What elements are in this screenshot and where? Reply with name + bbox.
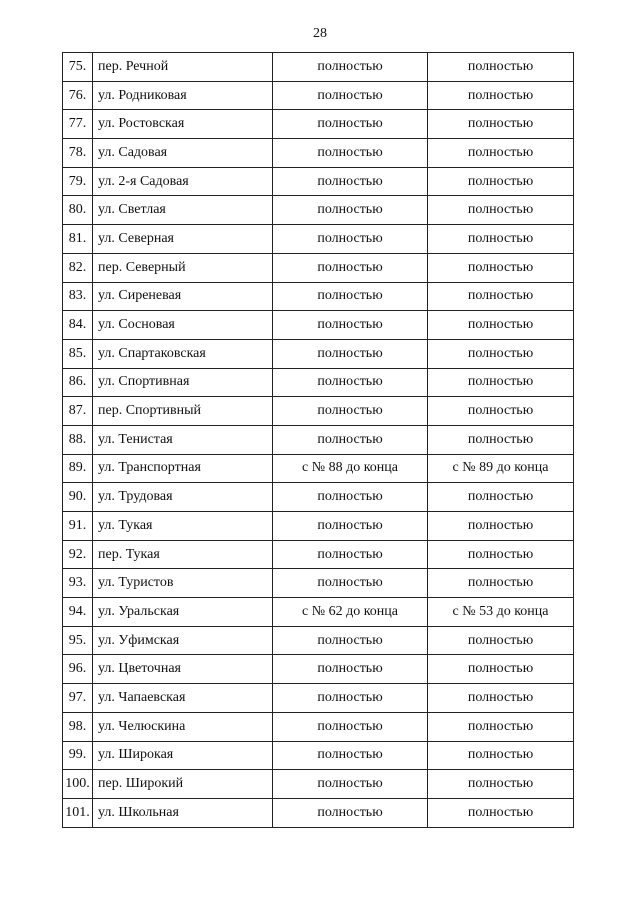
odd-side-cell: полностью (428, 339, 574, 368)
even-side-cell: полностью (273, 655, 428, 684)
row-number-cell: 90. (63, 483, 93, 512)
table-row (63, 483, 574, 512)
row-number-cell: 97. (63, 684, 93, 713)
row-number-cell: 86. (63, 368, 93, 397)
table-row (63, 684, 574, 713)
even-side-cell: полностью (273, 196, 428, 225)
odd-side-cell: полностью (428, 196, 574, 225)
street-name-cell: ул. Спартаковская (93, 339, 273, 368)
row-number-cell: 92. (63, 540, 93, 569)
row-number-cell: 98. (63, 712, 93, 741)
odd-side-cell: полностью (428, 569, 574, 598)
odd-side-cell: полностью (428, 253, 574, 282)
table-row (63, 282, 574, 311)
even-side-cell: полностью (273, 425, 428, 454)
table-row (63, 139, 574, 168)
table-row (63, 598, 574, 627)
even-side-cell: полностью (273, 483, 428, 512)
table-row (63, 311, 574, 340)
street-name-cell: ул. Ростовская (93, 110, 273, 139)
even-side-cell: с № 62 до конца (273, 598, 428, 627)
table-row (63, 655, 574, 684)
table-row (63, 712, 574, 741)
street-name-cell: ул. Северная (93, 225, 273, 254)
even-side-cell: полностью (273, 770, 428, 799)
street-name-cell: ул. Тенистая (93, 425, 273, 454)
table-row (63, 225, 574, 254)
odd-side-cell: полностью (428, 655, 574, 684)
odd-side-cell: с № 89 до конца (428, 454, 574, 483)
row-number-cell: 87. (63, 397, 93, 426)
street-name-cell: ул. Сосновая (93, 311, 273, 340)
row-number-cell: 75. (63, 53, 93, 82)
row-number-cell: 101. (63, 798, 93, 827)
even-side-cell: полностью (273, 397, 428, 426)
table-row (63, 368, 574, 397)
odd-side-cell: полностью (428, 225, 574, 254)
even-side-cell: полностью (273, 339, 428, 368)
street-name-cell: ул. Цветочная (93, 655, 273, 684)
row-number-cell: 83. (63, 282, 93, 311)
even-side-cell: полностью (273, 282, 428, 311)
street-name-cell: ул. Трудовая (93, 483, 273, 512)
odd-side-cell: с № 53 до конца (428, 598, 574, 627)
street-name-cell: ул. Спортивная (93, 368, 273, 397)
street-name-cell: ул. Широкая (93, 741, 273, 770)
even-side-cell: полностью (273, 311, 428, 340)
table-row (63, 741, 574, 770)
table-row (63, 110, 574, 139)
even-side-cell: полностью (273, 712, 428, 741)
even-side-cell: полностью (273, 253, 428, 282)
row-number-cell: 84. (63, 311, 93, 340)
table-row (63, 53, 574, 82)
street-name-cell: пер. Тукая (93, 540, 273, 569)
street-name-cell: ул. 2-я Садовая (93, 167, 273, 196)
even-side-cell: полностью (273, 540, 428, 569)
even-side-cell: полностью (273, 167, 428, 196)
odd-side-cell: полностью (428, 712, 574, 741)
row-number-cell: 85. (63, 339, 93, 368)
even-side-cell: полностью (273, 139, 428, 168)
even-side-cell: полностью (273, 684, 428, 713)
row-number-cell: 77. (63, 110, 93, 139)
table-row (63, 425, 574, 454)
table-row (63, 454, 574, 483)
row-number-cell: 79. (63, 167, 93, 196)
odd-side-cell: полностью (428, 770, 574, 799)
row-number-cell: 76. (63, 81, 93, 110)
odd-side-cell: полностью (428, 311, 574, 340)
odd-side-cell: полностью (428, 110, 574, 139)
street-name-cell: ул. Транспортная (93, 454, 273, 483)
odd-side-cell: полностью (428, 167, 574, 196)
street-name-cell: пер. Северный (93, 253, 273, 282)
even-side-cell: полностью (273, 368, 428, 397)
row-number-cell: 80. (63, 196, 93, 225)
row-number-cell: 82. (63, 253, 93, 282)
even-side-cell: полностью (273, 798, 428, 827)
row-number-cell: 99. (63, 741, 93, 770)
odd-side-cell: полностью (428, 139, 574, 168)
even-side-cell: полностью (273, 626, 428, 655)
row-number-cell: 78. (63, 139, 93, 168)
even-side-cell: полностью (273, 741, 428, 770)
even-side-cell: полностью (273, 512, 428, 541)
table-row (63, 770, 574, 799)
odd-side-cell: полностью (428, 626, 574, 655)
table-row (63, 167, 574, 196)
odd-side-cell: полностью (428, 425, 574, 454)
table-row (63, 339, 574, 368)
table-row (63, 540, 574, 569)
odd-side-cell: полностью (428, 684, 574, 713)
even-side-cell: полностью (273, 225, 428, 254)
odd-side-cell: полностью (428, 368, 574, 397)
row-number-cell: 96. (63, 655, 93, 684)
table-row (63, 253, 574, 282)
street-name-cell: ул. Чапаевская (93, 684, 273, 713)
odd-side-cell: полностью (428, 540, 574, 569)
table-row (63, 512, 574, 541)
street-name-cell: ул. Сиреневая (93, 282, 273, 311)
street-name-cell: ул. Тукая (93, 512, 273, 541)
table-row (63, 569, 574, 598)
even-side-cell: полностью (273, 569, 428, 598)
row-number-cell: 95. (63, 626, 93, 655)
even-side-cell: полностью (273, 110, 428, 139)
even-side-cell: полностью (273, 53, 428, 82)
row-number-cell: 100. (63, 770, 93, 799)
odd-side-cell: полностью (428, 741, 574, 770)
row-number-cell: 89. (63, 454, 93, 483)
even-side-cell: с № 88 до конца (273, 454, 428, 483)
table-row (63, 798, 574, 827)
street-name-cell: ул. Челюскина (93, 712, 273, 741)
street-name-cell: ул. Туристов (93, 569, 273, 598)
street-name-cell: пер. Спортивный (93, 397, 273, 426)
row-number-cell: 81. (63, 225, 93, 254)
street-name-cell: ул. Уфимская (93, 626, 273, 655)
street-name-cell: ул. Школьная (93, 798, 273, 827)
row-number-cell: 94. (63, 598, 93, 627)
odd-side-cell: полностью (428, 512, 574, 541)
street-name-cell: пер. Речной (93, 53, 273, 82)
table-row (63, 626, 574, 655)
street-name-cell: пер. Широкий (93, 770, 273, 799)
table-row (63, 397, 574, 426)
page-number: 28 (313, 26, 327, 41)
even-side-cell: полностью (273, 81, 428, 110)
table-row (63, 81, 574, 110)
street-name-cell: ул. Уральская (93, 598, 273, 627)
table-row (63, 196, 574, 225)
odd-side-cell: полностью (428, 798, 574, 827)
odd-side-cell: полностью (428, 282, 574, 311)
street-name-cell: ул. Родниковая (93, 81, 273, 110)
odd-side-cell: полностью (428, 53, 574, 82)
street-name-cell: ул. Садовая (93, 139, 273, 168)
row-number-cell: 91. (63, 512, 93, 541)
street-name-cell: ул. Светлая (93, 196, 273, 225)
odd-side-cell: полностью (428, 81, 574, 110)
streets-table-body (63, 53, 574, 828)
odd-side-cell: полностью (428, 397, 574, 426)
row-number-cell: 93. (63, 569, 93, 598)
odd-side-cell: полностью (428, 483, 574, 512)
streets-table (62, 52, 574, 828)
row-number-cell: 88. (63, 425, 93, 454)
